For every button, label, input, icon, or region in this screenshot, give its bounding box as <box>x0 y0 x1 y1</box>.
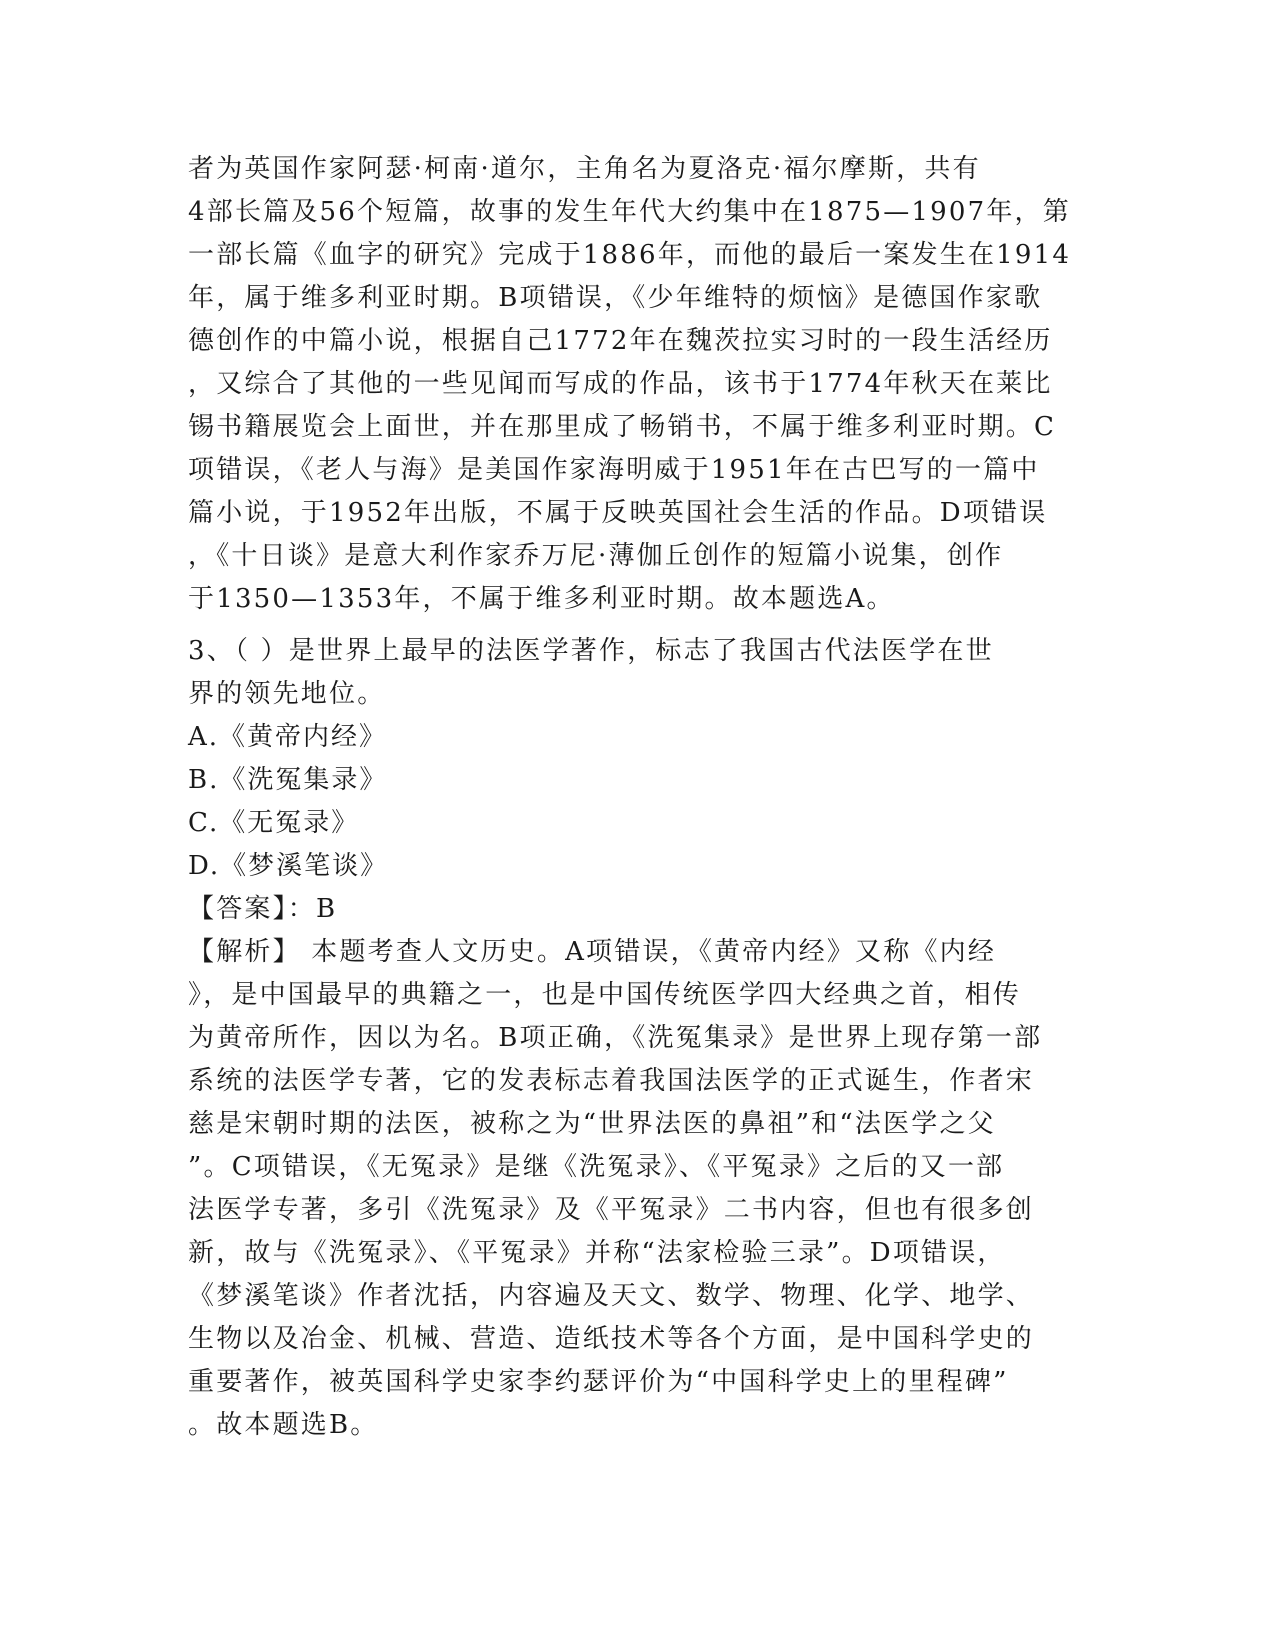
text-line: 锡书籍展览会上面世，并在那里成了畅销书，不属于维多利亚时期。C <box>188 412 1057 442</box>
question-3 <box>188 630 1088 1447</box>
analysis-line: 为黄帝所作，因以为名。B项正确，《洗冤集录》是世界上现存第一部 <box>188 1023 1043 1053</box>
analysis-line: 法医学专著，多引《洗冤录》及《平冤录》二书内容，但也有很多创 <box>188 1195 1035 1225</box>
text-line: 4部长篇及56个短篇，故事的发生年代大约集中在1875—1907年，第 <box>188 197 1071 227</box>
previous-explanation-continuation <box>188 148 1088 621</box>
option-d: D.《梦溪笔谈》 <box>188 851 389 881</box>
text-line: 一部长篇《血字的研究》完成于1886年，而他的最后一案发生在1914 <box>188 240 1072 270</box>
text-line: ，《十日谈》是意大利作家乔万尼·薄伽丘创作的短篇小说集，创作 <box>188 541 1004 571</box>
analysis-line: 生物以及冶金、机械、营造、造纸技术等各个方面，是中国科学史的 <box>188 1324 1035 1354</box>
analysis-line: 新，故与《洗冤录》、《平冤录》并称“法家检验三录”。D项错误， <box>188 1238 1006 1268</box>
text-line: ，又综合了其他的一些见闻而写成的作品，该书于1774年秋天在莱比 <box>188 369 1053 399</box>
text-line: 年，属于维多利亚时期。B项错误，《少年维特的烦恼》是德国作家歌 <box>188 283 1043 313</box>
analysis-line: 慈是宋朝时期的法医，被称之为“世界法医的鼻祖”和“法医学之父 <box>188 1109 996 1139</box>
analysis-line: 重要著作，被英国科学史家李约瑟评价为“中国科学史上的里程碑” <box>188 1367 1009 1397</box>
option-c: C.《无冤录》 <box>188 808 360 838</box>
option-b: B.《洗冤集录》 <box>188 765 388 795</box>
text-line: 德创作的中篇小说，根据自己1772年在魏茨拉实习时的一段生活经历 <box>188 326 1053 356</box>
analysis-line: 。故本题选B。 <box>188 1410 379 1440</box>
text-line: 者为英国作家阿瑟·柯南·道尔，主角名为夏洛克·福尔摩斯，共有 <box>188 154 981 184</box>
answer-line: 【答案】：B <box>188 894 338 924</box>
analysis-line: ”。C项错误，《无冤录》是继《洗冤录》、《平冤录》之后的又一部 <box>188 1152 1005 1182</box>
question-stem-line: 3、（ ）是世界上最早的法医学著作，标志了我国古代法医学在世 <box>188 636 994 666</box>
text-line: 篇小说，于1952年出版，不属于反映英国社会生活的作品。D项错误 <box>188 498 1048 528</box>
question-stem-line: 界的领先地位。 <box>188 679 386 709</box>
analysis-line: 《梦溪笔谈》作者沈括，内容遍及天文、数学、物理、化学、地学、 <box>188 1281 1035 1311</box>
document-page <box>188 148 1088 1447</box>
text-line: 于1350—1353年，不属于维多利亚时期。故本题选A。 <box>188 584 895 614</box>
analysis <box>188 931 1088 1447</box>
paragraph-gap <box>188 621 1088 630</box>
option-a: A.《黄帝内经》 <box>188 722 388 752</box>
text-line: 项错误，《老人与海》是美国作家海明威于1951年在古巴写的一篇中 <box>188 455 1040 485</box>
analysis-line: 【解析】 本题考查人文历史。A项错误，《黄帝内经》又称《内经 <box>188 937 997 967</box>
analysis-line: 》，是中国最早的典籍之一，也是中国传统医学四大经典之首，相传 <box>188 980 1022 1010</box>
analysis-line: 系统的法医学专著，它的发表标志着我国法医学的正式诞生，作者宋 <box>188 1066 1035 1096</box>
